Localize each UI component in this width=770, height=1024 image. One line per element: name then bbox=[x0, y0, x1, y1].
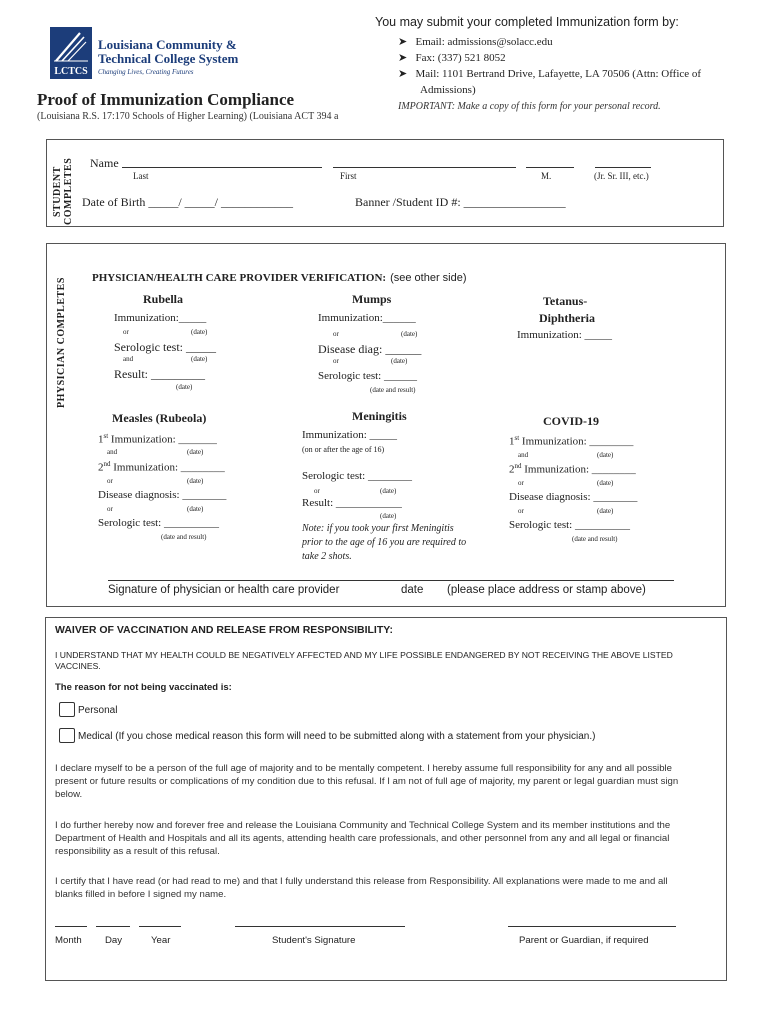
measles-or2: or bbox=[107, 505, 113, 513]
day-label: Day bbox=[105, 935, 123, 946]
first-name-field[interactable] bbox=[333, 155, 516, 168]
medical-label: Medical (If you chose medical reason this form will need to be submitted along with a statement from your physician.) bbox=[78, 731, 596, 742]
measles-imm1-label: Immunization: _______ bbox=[108, 433, 217, 446]
covid-imm1[interactable] bbox=[509, 434, 633, 448]
covid-or1: or bbox=[518, 479, 524, 487]
measles-title: Measles (Rubeola) bbox=[112, 411, 207, 425]
meningitis-result[interactable]: Result: ____________ bbox=[302, 497, 402, 509]
month-label: Month bbox=[55, 935, 82, 946]
mumps-date3: (date and result) bbox=[370, 386, 416, 394]
covid-title: COVID-19 bbox=[543, 414, 599, 428]
parent-signature-label: Parent or Guardian, if required bbox=[519, 935, 649, 946]
measles-date2: (date) bbox=[187, 477, 204, 485]
covid-imm1-num: 1 bbox=[509, 435, 515, 448]
month-field[interactable] bbox=[55, 920, 87, 927]
personal-label: Personal bbox=[78, 705, 118, 716]
email-text: Email: admissions@solacc.edu bbox=[415, 36, 553, 48]
banner-id-field[interactable]: Banner /Student ID #: _________________ bbox=[355, 195, 566, 209]
physician-side-label: PHYSICIAN COMPLETES bbox=[56, 277, 67, 408]
year-label: Year bbox=[151, 935, 171, 946]
mumps-date2: (date) bbox=[391, 357, 408, 365]
measles-imm1-num: 1 bbox=[98, 433, 104, 446]
tetanus-title-1: Tetanus- bbox=[543, 294, 588, 308]
measles-date1: (date) bbox=[187, 448, 204, 456]
see-other-side: (see other side) bbox=[390, 272, 467, 284]
tetanus-title-2: Diphtheria bbox=[539, 311, 596, 325]
covid-imm1-label: Immunization: ________ bbox=[519, 435, 634, 448]
covid-imm1-sup: st bbox=[514, 434, 520, 442]
covid-disease[interactable]: Disease diagnosis: ________ bbox=[509, 491, 638, 503]
waiver-understand: I UNDERSTAND THAT MY HEALTH COULD BE NEGATIVELY AFFECTED AND MY LIFE POSSIBLE ENDANGERED BY NOT RECEIVING THE ABOVE LISTED VACCINES. bbox=[55, 650, 673, 671]
tetanus-immunization[interactable]: Immunization: _____ bbox=[517, 329, 613, 341]
name-label: Name bbox=[90, 156, 119, 170]
student-side-label-2: COMPLETES bbox=[63, 157, 74, 225]
student-signature-label: Student's Signature bbox=[272, 935, 356, 946]
physician-signature-line[interactable] bbox=[108, 570, 674, 581]
measles-imm2-label: Immunization: ________ bbox=[110, 461, 225, 474]
measles-imm2-num: 2 bbox=[98, 461, 104, 474]
mumps-title: Mumps bbox=[352, 292, 392, 306]
year-field[interactable] bbox=[139, 920, 181, 927]
physician-signature-label: Signature of physician or health care provider bbox=[108, 584, 340, 596]
covid-date4: (date and result) bbox=[572, 535, 618, 543]
rubella-date3: (date) bbox=[176, 383, 193, 391]
day-field[interactable] bbox=[96, 920, 130, 927]
meningitis-serologic[interactable]: Serologic test: ________ bbox=[302, 470, 412, 482]
meningitis-age-note: (on or after the age of 16) bbox=[302, 445, 385, 454]
mumps-or1: or bbox=[333, 330, 339, 338]
covid-imm2-sup: nd bbox=[514, 462, 522, 470]
waiver-title: WAIVER OF VACCINATION AND RELEASE FROM RESPONSIBILITY: bbox=[55, 624, 393, 636]
measles-imm1-sup: st bbox=[103, 432, 109, 440]
last-name-field[interactable] bbox=[122, 155, 322, 168]
fax-text: Fax: (337) 521 8052 bbox=[415, 52, 506, 64]
lctcs-logo bbox=[50, 27, 240, 82]
waiver-paragraph-2: I do further hereby now and forever free and release the Louisiana Community and Technical College System and its member institutions and the Department of Health and Hospitals and all its agents, attending health care professionals, and other personnel from any and all legal or financial responsibility as a result of this refusal. bbox=[55, 820, 671, 857]
rubella-title: Rubella bbox=[143, 292, 184, 306]
medical-checkbox[interactable] bbox=[59, 728, 75, 743]
submit-method-email bbox=[398, 34, 701, 50]
arrow-bullet-icon: ➤ bbox=[398, 36, 408, 48]
middle-caption: M. bbox=[541, 171, 552, 181]
form-subtitle: (Louisiana R.S. 17:170 Schools of Higher Learning) (Louisiana ACT 394 a bbox=[37, 111, 339, 122]
covid-serologic[interactable]: Serologic test: __________ bbox=[509, 519, 630, 531]
submit-methods bbox=[398, 34, 701, 98]
measles-and1: and bbox=[107, 448, 118, 456]
covid-date2: (date) bbox=[597, 479, 614, 487]
covid-imm2[interactable] bbox=[509, 462, 636, 476]
measles-imm2[interactable] bbox=[98, 460, 225, 474]
suffix-field[interactable] bbox=[595, 155, 651, 168]
parent-signature-field[interactable] bbox=[508, 920, 676, 927]
logo-emblem-icon bbox=[50, 27, 92, 65]
middle-initial-field[interactable] bbox=[526, 155, 574, 168]
personal-checkbox[interactable] bbox=[59, 702, 75, 717]
rubella-serologic[interactable]: Serologic test: _____ bbox=[114, 340, 216, 354]
submit-method-mail bbox=[398, 66, 701, 82]
rubella-and1: and bbox=[123, 355, 134, 363]
submit-method-fax bbox=[398, 50, 701, 66]
student-section bbox=[46, 139, 724, 227]
covid-or2: or bbox=[518, 507, 524, 515]
physician-address-note: (please place address or stamp above) bbox=[447, 584, 646, 596]
mumps-immunization[interactable]: Immunization:______ bbox=[318, 312, 416, 324]
covid-date1: (date) bbox=[597, 451, 614, 459]
covid-date3: (date) bbox=[597, 507, 614, 515]
meningitis-title: Meningitis bbox=[352, 409, 407, 423]
measles-disease[interactable]: Disease diagnosis: ________ bbox=[98, 489, 227, 501]
meningitis-immunization[interactable]: Immunization: _____ bbox=[302, 429, 398, 441]
submit-method-mail-cont: Admissions) bbox=[420, 84, 476, 96]
rubella-date2: (date) bbox=[191, 355, 208, 363]
physician-signature-date: date bbox=[401, 584, 424, 596]
arrow-bullet-icon: ➤ bbox=[398, 52, 408, 64]
measles-or1: or bbox=[107, 477, 113, 485]
mumps-or2: or bbox=[333, 357, 339, 365]
student-side-label-1: STUDENT bbox=[52, 166, 63, 217]
important-note: IMPORTANT: Make a copy of this form for your personal record. bbox=[398, 101, 661, 112]
covid-imm2-label: Immunization: ________ bbox=[521, 463, 636, 476]
arrow-bullet-icon: ➤ bbox=[398, 68, 408, 80]
mumps-serologic[interactable]: Serologic test: ______ bbox=[318, 370, 417, 382]
covid-and1: and bbox=[518, 451, 529, 459]
mail-text: Mail: 1101 Bertrand Drive, Lafayette, LA 70506 (Attn: Office of bbox=[415, 68, 702, 80]
measles-serologic[interactable]: Serologic test: __________ bbox=[98, 517, 219, 529]
meningitis-date1: (date) bbox=[380, 487, 397, 495]
rubella-immunization[interactable]: Immunization:_____ bbox=[114, 312, 207, 324]
covid-imm2-num: 2 bbox=[509, 463, 515, 476]
logo-name-line2: Technical College System bbox=[98, 51, 239, 66]
waiver-paragraph-3: I certify that I have read (or had read to me) and that I fully understand this release from Responsibility. All explanations were made to me and all blanks filled in before I signed my name. bbox=[55, 876, 668, 900]
mumps-date1: (date) bbox=[401, 330, 418, 338]
dob-field[interactable]: Date of Birth _____/ _____/ ____________ bbox=[82, 195, 293, 209]
measles-imm2-sup: nd bbox=[103, 460, 111, 468]
suffix-caption: (Jr. Sr. III, etc.) bbox=[594, 171, 649, 181]
measles-imm1[interactable] bbox=[98, 432, 217, 446]
student-side-label bbox=[52, 158, 74, 225]
meningitis-note: Note: if you took your first Meningitis prior to the age of 16 you are required to take 2 shots. bbox=[302, 523, 467, 562]
measles-date4: (date and result) bbox=[161, 533, 207, 541]
submit-title: You may submit your completed Immunization form by: bbox=[375, 15, 679, 29]
logo-abbr: LCTCS bbox=[50, 65, 92, 79]
meningitis-or1: or bbox=[314, 487, 320, 495]
mumps-disease[interactable]: Disease diag: ______ bbox=[318, 342, 422, 356]
physician-title: PHYSICIAN/HEALTH CARE PROVIDER VERIFICATION: bbox=[92, 272, 387, 284]
student-signature-field[interactable] bbox=[235, 920, 405, 927]
waiver-paragraph-1: I declare myself to be a person of the full age of majority and to be mentally competent. I hereby assume full responsibility for any and all possible present or future results or complications of my condition due to this refusal. If I am not of full age of majority, my parent or legal guardian must sign below. bbox=[55, 763, 679, 800]
waiver-reason: The reason for not being vaccinated is: bbox=[55, 682, 232, 693]
logo-name-line1: Louisiana Community & bbox=[98, 37, 237, 52]
rubella-date1: (date) bbox=[191, 328, 208, 336]
last-caption: Last bbox=[133, 171, 149, 181]
rubella-result[interactable]: Result: _________ bbox=[114, 367, 206, 381]
meningitis-date2: (date) bbox=[380, 512, 397, 520]
logo-tagline: Changing Lives, Creating Futures bbox=[98, 68, 194, 76]
physician-title-row bbox=[92, 268, 467, 286]
first-caption: First bbox=[340, 171, 357, 181]
measles-date3: (date) bbox=[187, 505, 204, 513]
rubella-or1: or bbox=[123, 328, 129, 336]
form-title: Proof of Immunization Compliance bbox=[37, 90, 295, 109]
